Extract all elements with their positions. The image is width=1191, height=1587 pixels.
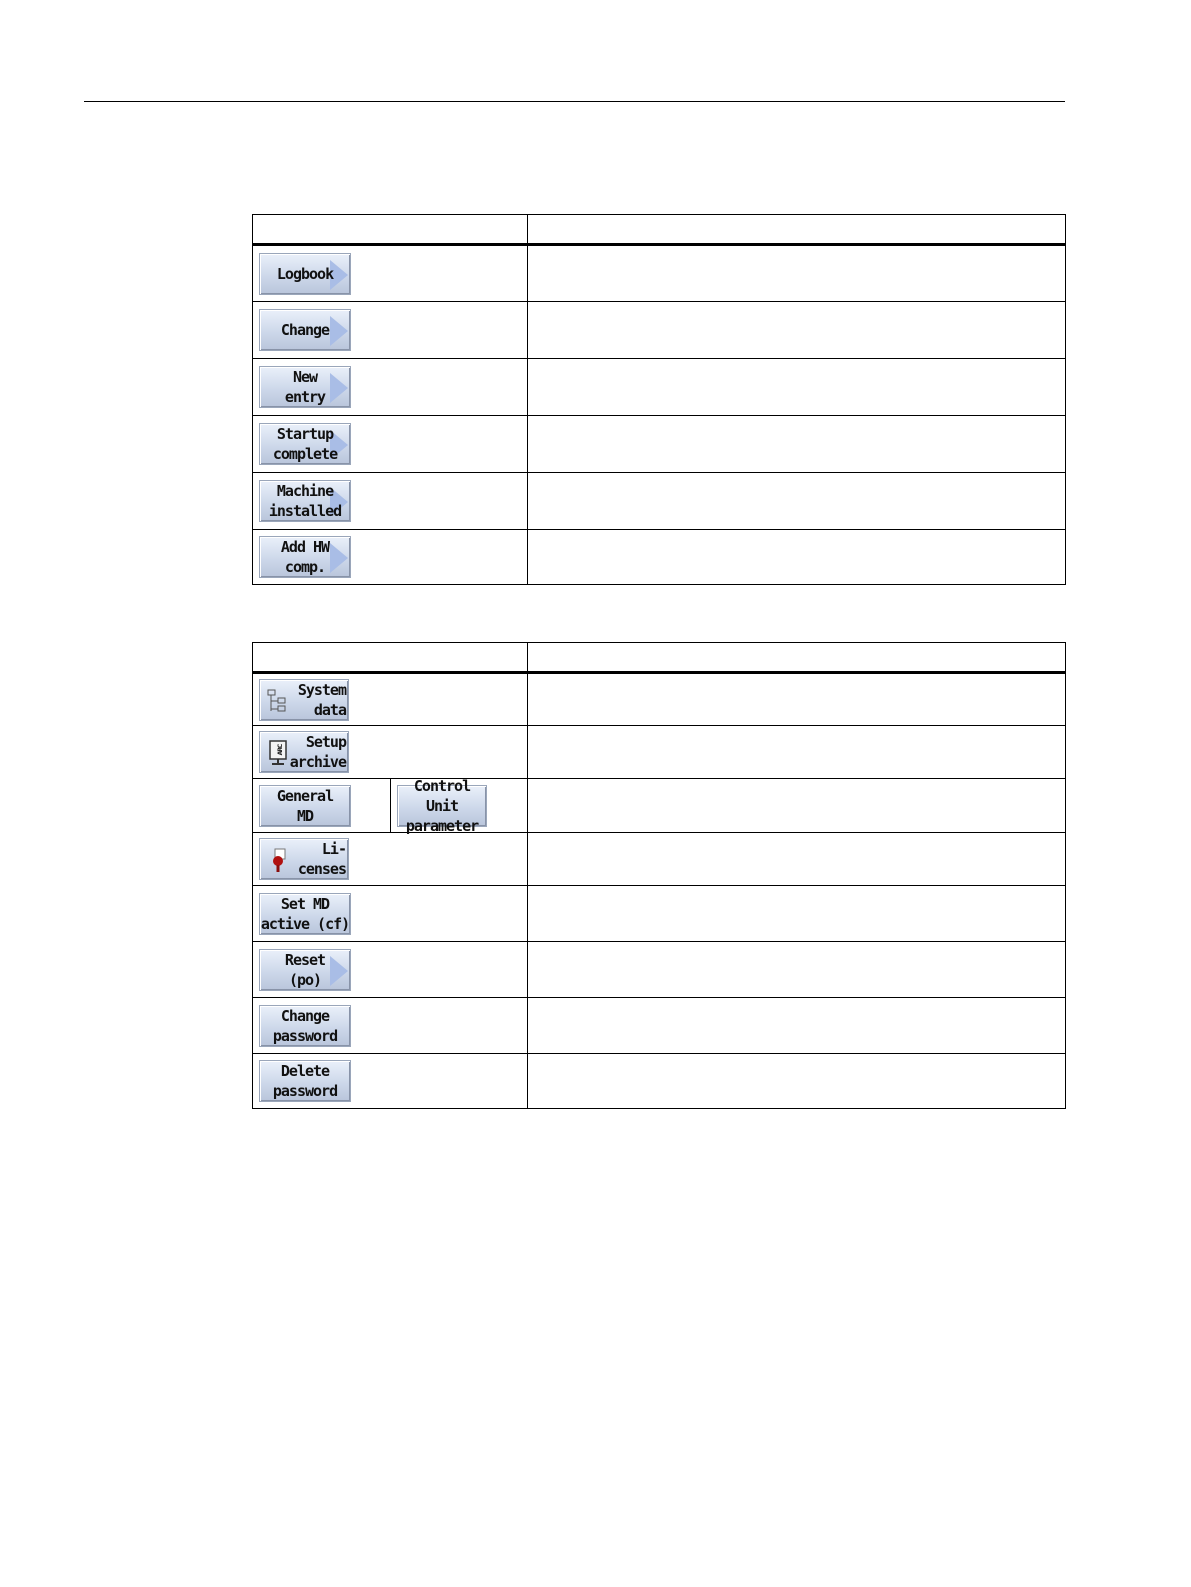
change-button[interactable]: Change xyxy=(259,309,351,351)
table-header-row xyxy=(253,215,1066,245)
table-row xyxy=(253,302,1066,359)
table-header-row xyxy=(253,643,1066,673)
table-row xyxy=(253,998,1066,1054)
top-rule xyxy=(84,101,1065,102)
arrow-right-icon xyxy=(330,956,348,986)
new-entry-button[interactable]: New entry xyxy=(259,366,351,408)
description-cell xyxy=(528,779,1066,833)
description-cell xyxy=(528,673,1066,726)
change-password-button[interactable]: Change password xyxy=(259,1005,351,1047)
description-cell xyxy=(528,245,1066,302)
control-unit-parameter-button[interactable]: Control Unit parameter xyxy=(397,785,487,827)
set-md-active-button[interactable]: Set MD active (cf) xyxy=(260,894,350,933)
table-row xyxy=(253,1054,1066,1109)
logbook-softkey-table xyxy=(252,214,1066,585)
table-row xyxy=(253,779,1066,833)
machine-installed-button[interactable]: Machine installed xyxy=(259,480,351,522)
description-cell xyxy=(528,416,1066,473)
svg-text:ARC: ARC xyxy=(277,744,284,756)
table-row xyxy=(253,726,1066,779)
description-cell xyxy=(528,302,1066,359)
reset-po-button[interactable]: Reset (po) xyxy=(259,949,351,991)
startup-complete-button[interactable]: Startup complete xyxy=(259,423,351,465)
table-row xyxy=(253,416,1066,473)
description-cell xyxy=(528,473,1066,530)
table-row xyxy=(253,359,1066,416)
system-data-button[interactable]: System data xyxy=(259,679,349,721)
tree-icon xyxy=(266,687,292,715)
arrow-right-icon xyxy=(330,316,348,346)
licenses-button[interactable]: Li- censes xyxy=(259,838,349,880)
table-row xyxy=(253,530,1066,585)
description-cell xyxy=(528,998,1066,1054)
description-cell xyxy=(528,726,1066,779)
arrow-right-icon xyxy=(330,373,348,403)
archive-icon xyxy=(266,739,292,767)
description-cell xyxy=(528,833,1066,886)
add-hw-comp-button[interactable]: Add HW comp. xyxy=(259,536,351,578)
description-cell xyxy=(528,886,1066,942)
license-icon xyxy=(266,846,292,874)
header-softkey xyxy=(253,215,528,245)
arrow-right-icon xyxy=(330,543,348,573)
table-row xyxy=(253,886,1066,942)
table-row xyxy=(253,473,1066,530)
description-cell xyxy=(528,359,1066,416)
general-md-button[interactable]: General MD xyxy=(259,785,351,827)
table-row xyxy=(253,833,1066,886)
header-description xyxy=(528,643,1066,673)
delete-password-button[interactable]: Delete password xyxy=(259,1060,351,1102)
setup-archive-button[interactable]: ARC Setup archive xyxy=(259,731,349,773)
table-row xyxy=(253,245,1066,302)
logbook-button[interactable]: Logbook xyxy=(259,253,351,295)
table-row xyxy=(253,673,1066,726)
header-description xyxy=(528,215,1066,245)
description-cell xyxy=(528,530,1066,585)
header-softkey xyxy=(253,643,528,673)
machine-data-softkey-table xyxy=(252,642,1066,1109)
table-row xyxy=(253,942,1066,998)
description-cell xyxy=(528,1054,1066,1109)
description-cell xyxy=(528,942,1066,998)
